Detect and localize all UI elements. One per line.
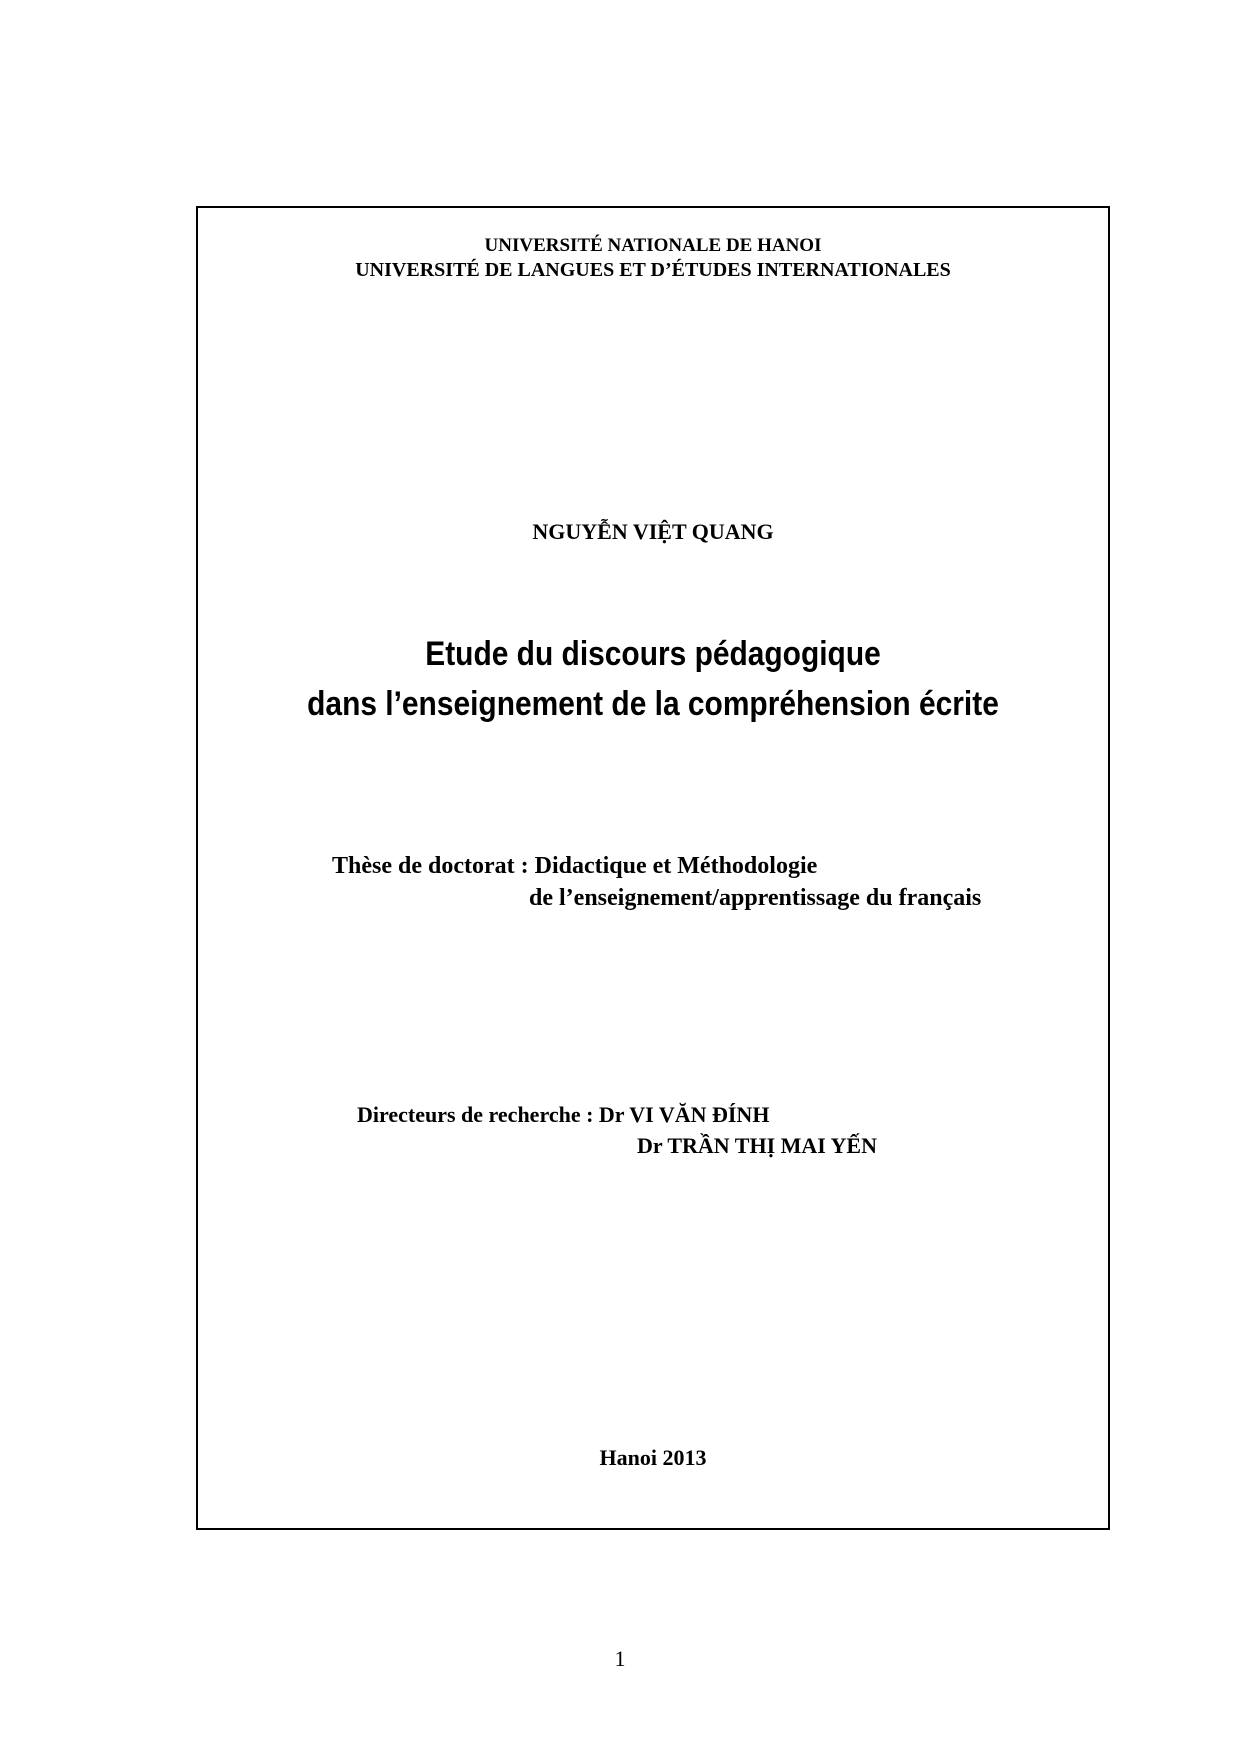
- cover-frame: [196, 206, 1110, 1530]
- thesis-type-line-2: de l’enseignement/apprentissage du français: [529, 885, 982, 911]
- author-name: NGUYỄN VIỆT QUANG: [532, 519, 774, 544]
- university-name: UNIVERSITÉ NATIONALE DE HANOI: [484, 235, 822, 256]
- thesis-title-line-2: dans l’enseignement de la compréhension écrite: [307, 685, 999, 723]
- faculty-name: UNIVERSITÉ DE LANGUES ET D’ÉTUDES INTERNATIONALES: [355, 259, 951, 281]
- research-director-2: Dr TRẦN THỊ MAI YẾN: [637, 1133, 877, 1158]
- thesis-type-line-1: Thèse de doctorat : Didactique et Méthodologie: [332, 853, 818, 879]
- research-director-1: Directeurs de recherche : Dr VI VĂN ĐÍNH: [357, 1102, 770, 1127]
- page-number: 1: [614, 1646, 626, 1671]
- place-date: Hanoi 2013: [599, 1445, 707, 1470]
- thesis-title-line-1: Etude du discours pédagogique: [425, 635, 881, 673]
